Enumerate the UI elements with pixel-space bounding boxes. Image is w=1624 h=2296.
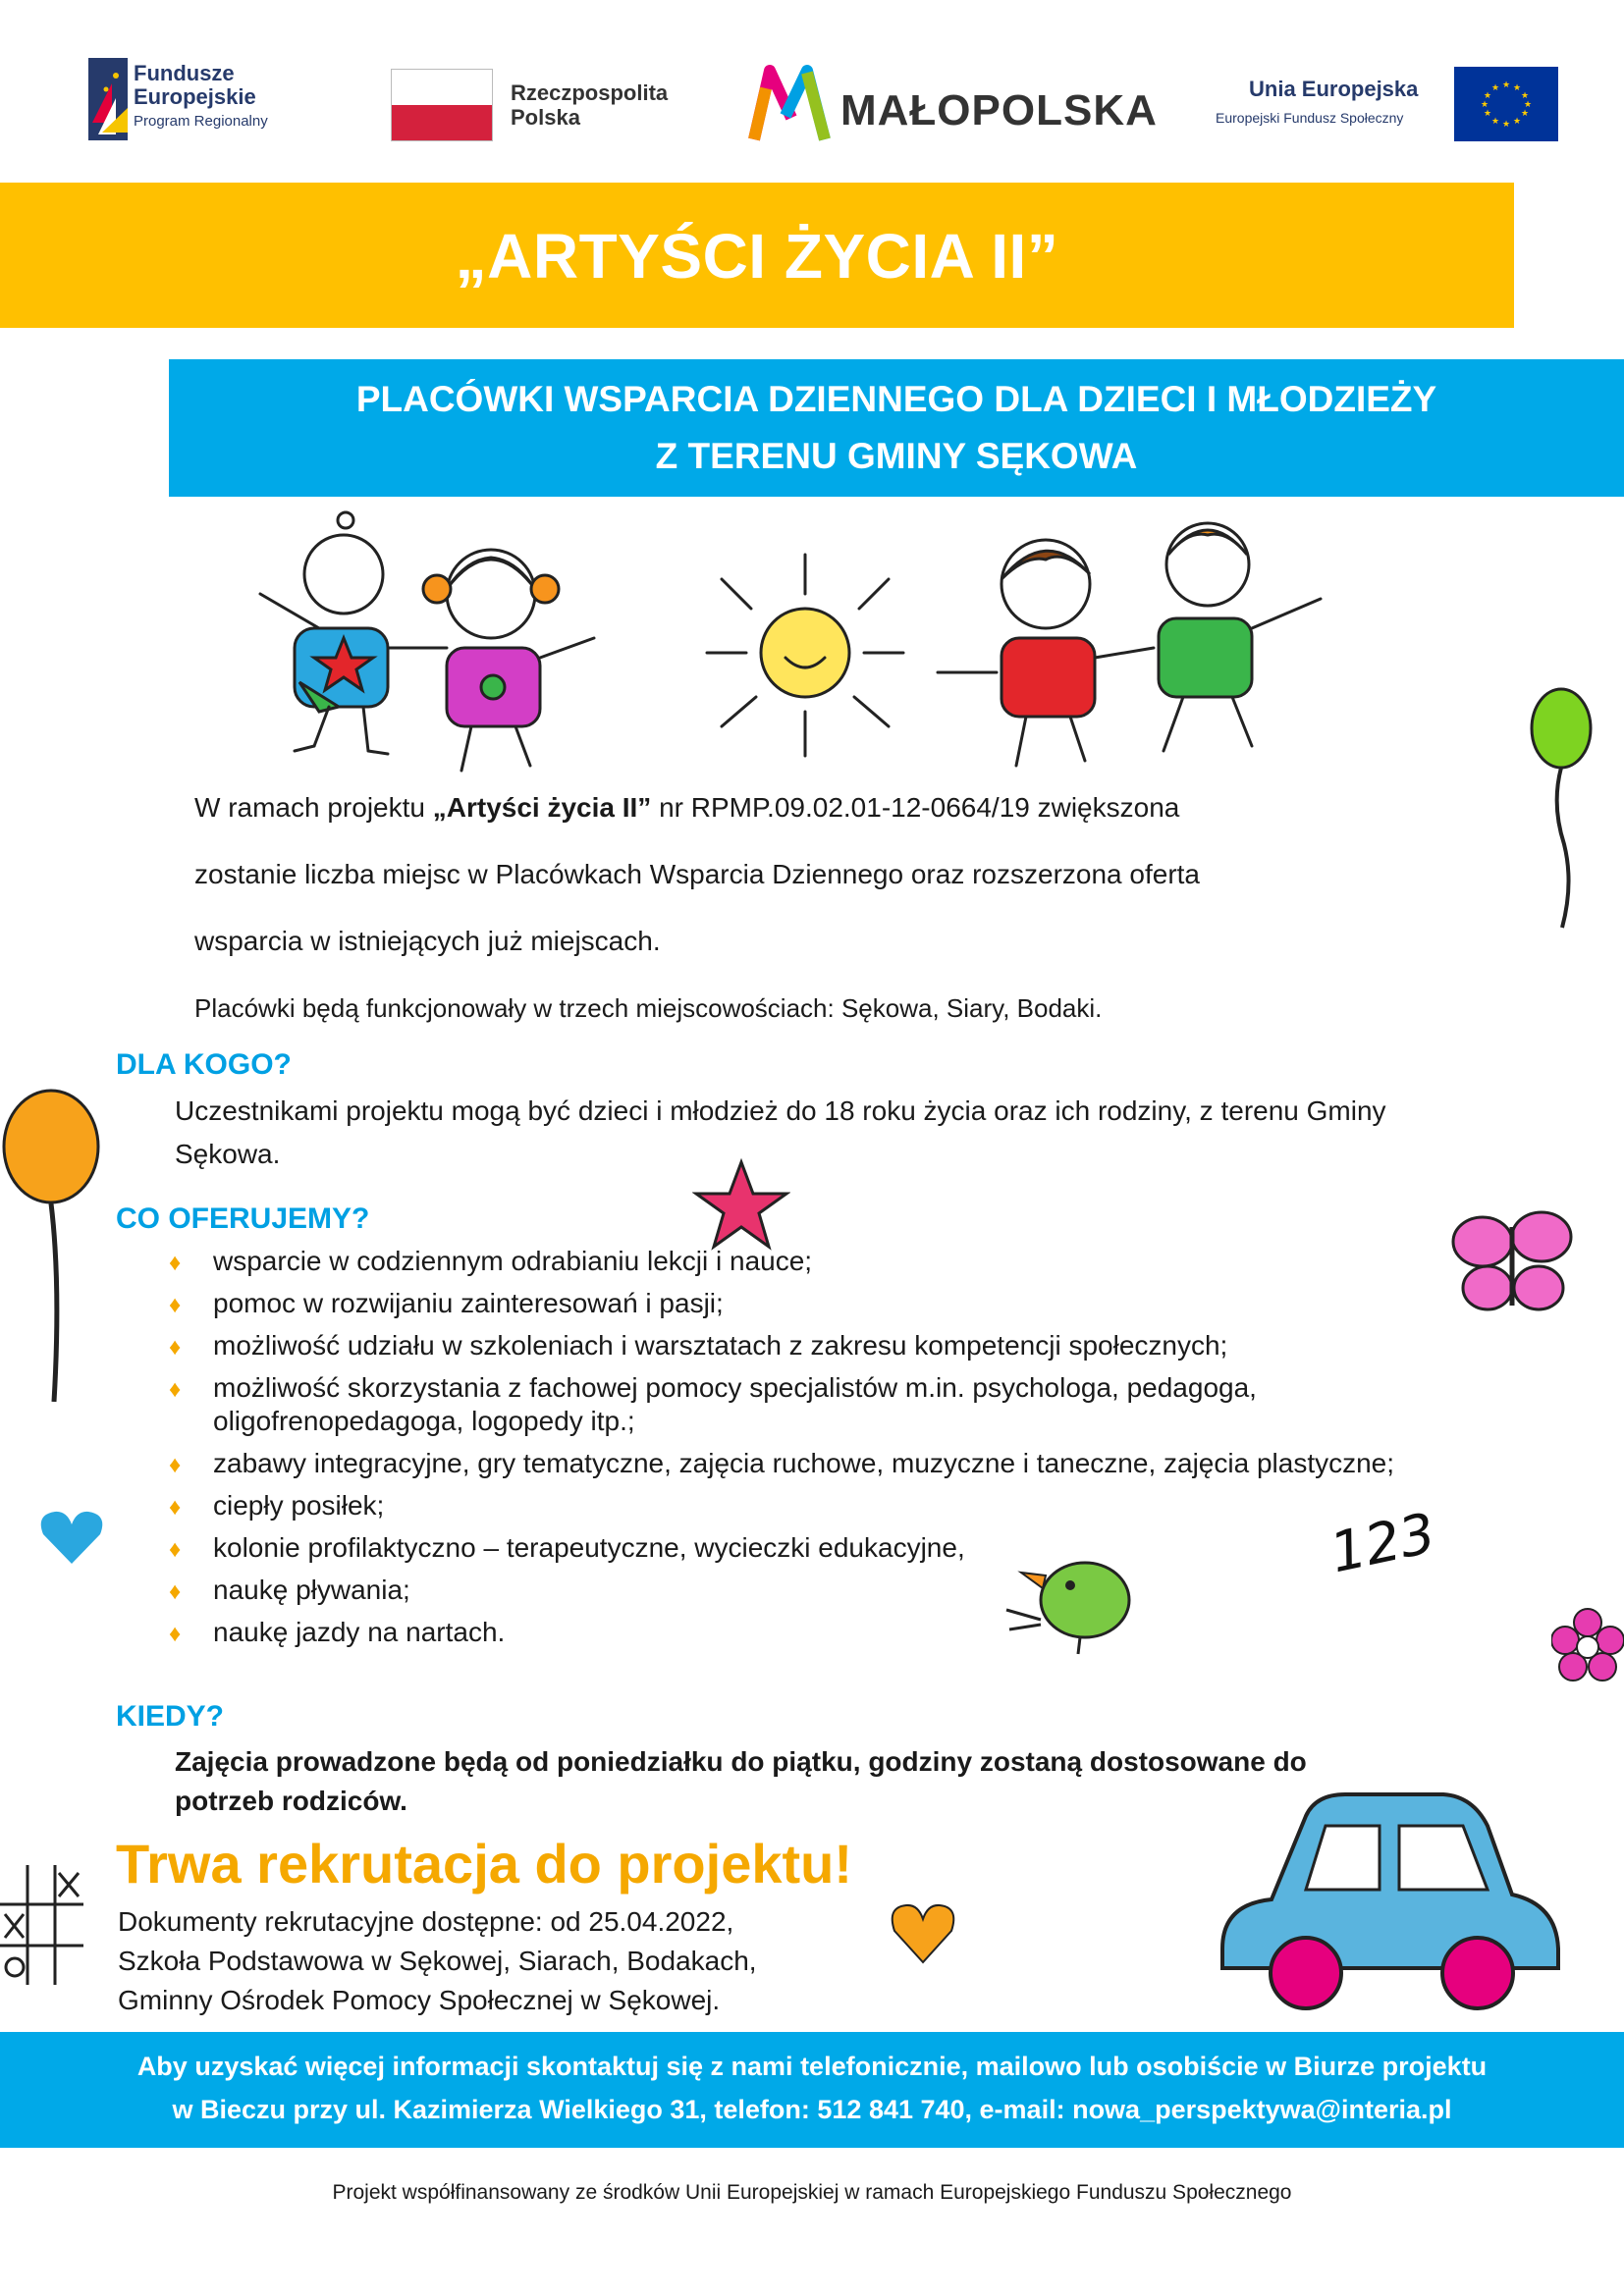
diamond-bullet-icon: ♦ [169,1578,182,1605]
diamond-bullet-icon: ♦ [169,1334,182,1361]
who-text [175,1090,1530,1176]
logo-malopolska [746,59,1178,147]
tic-tac-toe-icon [0,1865,88,1988]
logo-fundusze-europejskie [86,54,332,152]
svg-text:★: ★ [1490,83,1500,93]
contact-banner [0,2032,1624,2148]
when-line2: potrzeb rodziców. [175,1786,407,1816]
flower-icon [1551,1608,1624,1686]
offer-item-text: naukę jazdy na nartach. [213,1617,506,1647]
svg-text:★: ★ [1523,100,1533,110]
recruitment-line2: Szkoła Podstawowa w Sękowej, Siarach, Bodakach, [118,1946,757,1976]
subtitle-banner [169,359,1624,497]
offer-item-text: możliwość skorzystania z fachowej pomocy specjalistów m.in. psychologa, pedagoga, [213,1372,1257,1403]
contact-line2: w Bieczu przy ul. Kazimierza Wielkiego 31, telefon: 512 841 740, e-mail: nowa_perspektywa@interia.pl [172,2095,1452,2124]
page-title: „ARTYŚCI ŻYCIA II” [455,221,1059,292]
balloon-green-icon [1527,687,1596,933]
who-line1: Uczestnikami projektu mogą być dzieci i młodzież do 18 roku życia oraz ich rodziny, z terenu Gminy [175,1095,1386,1126]
svg-text:★: ★ [1501,120,1511,130]
svg-text:★: ★ [1480,100,1489,110]
fundusze-line2: Europejskie [134,84,256,109]
kids-holding-hands-illustration [250,501,1360,780]
project-name: „Artyści życia II” [432,792,652,823]
when-heading: KIEDY? [116,1700,225,1733]
polish-flag-icon [391,69,493,141]
ue-line2: Europejski Fundusz Społeczny [1216,110,1404,126]
bird-icon [1001,1551,1139,1659]
contact-line1: Aby uzyskać więcej informacji skontaktuj się z nami telefonicznie, mailowo lub osobiście w Biurze projektu [136,2052,1488,2081]
svg-text:★: ★ [1520,109,1530,119]
intro-line1: W ramach projektu „Artyści życia II” nr RPMP.09.02.01-12-0664/19 zwiększona [194,792,1180,823]
offer-list-item [169,1616,1543,1649]
diamond-bullet-icon: ♦ [169,1292,182,1318]
heart-blue-icon [37,1507,106,1568]
malopolska-word: MAŁOPOLSKA [840,86,1158,134]
recruitment-line3: Gminny Ośrodek Pomocy Społecznej w Sękowej. [118,1985,721,2015]
svg-text:★: ★ [1520,91,1530,101]
offer-heading: CO OFERUJEMY? [116,1202,370,1235]
offer-item-text-continued: oligofrenopedagoga, logopedy itp.; [213,1406,635,1436]
offer-item-text: kolonie profilaktyczno – terapeutyczne, wycieczki edukacyjne, [213,1532,965,1563]
diamond-bullet-icon: ♦ [169,1536,182,1563]
svg-text:★: ★ [1483,91,1492,101]
offer-item-text: ciepły posiłek; [213,1490,385,1521]
diamond-bullet-icon: ♦ [169,1621,182,1647]
star-icon [692,1158,790,1252]
heart-orange-icon [889,1899,957,1968]
rp-line1: Rzeczpospolita [511,80,669,105]
intro-line4: Placówki będą funkcjonowały w trzech miejscowościach: Sękowa, Siary, Bodaki. [194,993,1103,1023]
intro-line2: zostanie liczba miejsc w Placówkach Wsparcia Dziennego oraz rozszerzona oferta [194,859,1200,889]
diamond-bullet-icon: ♦ [169,1494,182,1521]
recruitment-line1: Dokumenty rekrutacyjne dostępne: od 25.04.2022, [118,1906,734,1937]
ue-line1: Unia Europejska [1249,77,1419,101]
intro-paragraph [194,791,1432,1025]
eu-flag-icon [1454,67,1558,141]
title-banner [0,183,1514,328]
recruitment-details [118,1902,757,2020]
intro-line3: wsparcia w istniejących już miejscach. [194,926,661,956]
offer-item-text: możliwość udziału w szkoleniach i warsztatach z zakresu kompetencji społecznych; [213,1330,1228,1361]
offer-list-item [169,1245,1543,1278]
offer-item-text: naukę pływania; [213,1575,410,1605]
when-line1: Zajęcia prowadzone będą od poniedziałku do piątku, godziny zostaną dostosowane do [175,1746,1307,1777]
fundusze-europejskie-mark-icon [86,54,132,152]
balloon-orange-icon [0,1088,108,1412]
rp-line2: Polska [511,105,580,130]
butterfly-icon [1448,1207,1576,1320]
diamond-bullet-icon: ♦ [169,1250,182,1276]
offer-list-item [169,1329,1543,1362]
svg-text:★: ★ [1490,117,1500,127]
svg-text:★: ★ [1512,117,1522,127]
subtitle-line1: PLACÓWKI WSPARCIA DZIENNEGO DLA DZIECI I MŁODZIEŻY [355,379,1437,419]
malopolska-m-icon [746,59,837,147]
fundusze-line3: Program Regionalny [134,113,268,130]
logo-rzeczpospolita [511,80,668,130]
offer-item-text: pomoc w rozwijaniu zainteresowań i pasji; [213,1288,724,1318]
who-line2: Sękowa. [175,1139,281,1169]
diamond-bullet-icon: ♦ [169,1376,182,1403]
svg-text:★: ★ [1483,109,1492,119]
recruitment-headline: Trwa rekrutacja do projektu! [116,1833,852,1895]
car-icon [1213,1777,1566,2017]
subtitle-line2: Z TERENU GMINY SĘKOWA [655,436,1138,476]
offer-list [169,1245,1543,1658]
offer-item-text: wsparcie w codziennym odrabianiu lekcji i nauce; [213,1246,813,1276]
doodle-numbers: 123 [1325,1501,1441,1586]
offer-list-item [169,1287,1543,1320]
offer-item-text: zabawy integracyjne, gry tematyczne, zajęcia ruchowe, muzyczne i taneczne, zajęcia plastyczne; [213,1448,1395,1478]
offer-list-item [169,1489,1543,1522]
svg-text:★: ★ [1512,83,1522,93]
offer-list-item [169,1447,1543,1480]
who-heading: DLA KOGO? [116,1048,292,1081]
cofinancing-note: Projekt współfinansowany ze środków Unii Europejskiej w ramach Europejskiego Funduszu Społecznego [332,2181,1292,2204]
offer-list-item [169,1371,1543,1438]
fundusze-line1: Fundusze [134,61,235,85]
diamond-bullet-icon: ♦ [169,1452,182,1478]
svg-text:★: ★ [1501,80,1511,90]
